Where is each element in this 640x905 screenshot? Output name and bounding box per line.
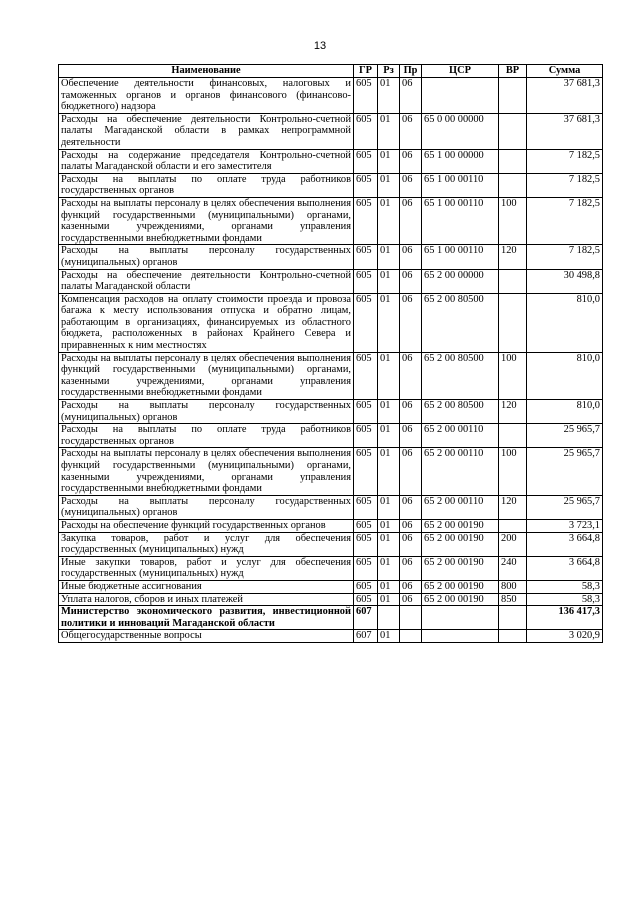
cell-name: Расходы на выплаты персоналу в целях обеспечения выполнения функций государственными (муниципальными) органами, казенными учреждениями, органами управления государственными внебюджетными фондами xyxy=(59,448,354,495)
header-name: Наименование xyxy=(59,65,354,78)
cell-gr: 607 xyxy=(354,606,378,630)
cell-sum: 37 681,3 xyxy=(527,113,603,149)
header-gr: ГР xyxy=(354,65,378,78)
cell-sum: 3 664,8 xyxy=(527,556,603,580)
cell-csr: 65 2 00 00000 xyxy=(422,269,499,293)
cell-csr: 65 2 00 00190 xyxy=(422,580,499,593)
cell-csr xyxy=(422,606,499,630)
table-body xyxy=(59,78,603,643)
table-header-row xyxy=(59,65,603,78)
table-row xyxy=(59,269,603,293)
table-row xyxy=(59,593,603,606)
cell-pr: 06 xyxy=(400,532,422,556)
cell-rz: 01 xyxy=(378,173,400,197)
header-vr: ВР xyxy=(499,65,527,78)
cell-csr xyxy=(422,78,499,114)
cell-name: Расходы на выплаты персоналу государственных (муниципальных) органов xyxy=(59,400,354,424)
cell-sum: 25 965,7 xyxy=(527,448,603,495)
cell-rz: 01 xyxy=(378,556,400,580)
budget-table xyxy=(58,64,603,643)
cell-vr xyxy=(499,78,527,114)
cell-vr xyxy=(499,293,527,352)
table-row xyxy=(59,149,603,173)
cell-vr xyxy=(499,630,527,643)
cell-gr: 605 xyxy=(354,400,378,424)
cell-sum: 37 681,3 xyxy=(527,78,603,114)
cell-pr: 06 xyxy=(400,593,422,606)
cell-gr: 605 xyxy=(354,532,378,556)
cell-pr: 06 xyxy=(400,113,422,149)
cell-sum: 7 182,5 xyxy=(527,197,603,244)
cell-vr: 200 xyxy=(499,532,527,556)
cell-name: Иные закупки товаров, работ и услуг для обеспечения государственных (муниципальных) нужд xyxy=(59,556,354,580)
cell-rz: 01 xyxy=(378,424,400,448)
cell-rz: 01 xyxy=(378,495,400,519)
cell-pr: 06 xyxy=(400,519,422,532)
cell-csr: 65 2 00 00190 xyxy=(422,556,499,580)
cell-name: Расходы на выплаты персоналу в целях обеспечения выполнения функций государственными (муниципальными) органами, казенными учреждениями, органами управления государственными внебюджетными фондами xyxy=(59,197,354,244)
cell-name: Расходы на содержание председателя Контрольно-счетной палаты Магаданской области и его заместителя xyxy=(59,149,354,173)
cell-csr: 65 2 00 00190 xyxy=(422,593,499,606)
table-row xyxy=(59,495,603,519)
table-row xyxy=(59,606,603,630)
table-row xyxy=(59,293,603,352)
table-row xyxy=(59,352,603,399)
cell-sum: 3 020,9 xyxy=(527,630,603,643)
cell-csr: 65 2 00 80500 xyxy=(422,293,499,352)
table-row xyxy=(59,173,603,197)
cell-rz: 01 xyxy=(378,245,400,269)
cell-sum: 810,0 xyxy=(527,400,603,424)
table-row xyxy=(59,532,603,556)
cell-name: Расходы на обеспечение деятельности Контрольно-счетной палаты Магаданской области xyxy=(59,269,354,293)
cell-csr: 65 2 00 00110 xyxy=(422,495,499,519)
cell-gr: 605 xyxy=(354,495,378,519)
table-row xyxy=(59,519,603,532)
cell-sum: 810,0 xyxy=(527,352,603,399)
cell-rz: 01 xyxy=(378,113,400,149)
cell-csr: 65 2 00 80500 xyxy=(422,352,499,399)
cell-vr: 800 xyxy=(499,580,527,593)
cell-rz: 01 xyxy=(378,593,400,606)
cell-pr xyxy=(400,630,422,643)
header-rz: Рз xyxy=(378,65,400,78)
cell-gr: 605 xyxy=(354,173,378,197)
cell-pr: 06 xyxy=(400,400,422,424)
cell-sum: 7 182,5 xyxy=(527,173,603,197)
cell-rz: 01 xyxy=(378,580,400,593)
cell-sum: 7 182,5 xyxy=(527,245,603,269)
cell-pr: 06 xyxy=(400,197,422,244)
table-row xyxy=(59,630,603,643)
cell-name: Обеспечение деятельности финансовых, налоговых и таможенных органов и органов финансового (финансово-бюджетного) надзора xyxy=(59,78,354,114)
cell-gr: 605 xyxy=(354,245,378,269)
table-row xyxy=(59,197,603,244)
cell-gr: 605 xyxy=(354,197,378,244)
cell-vr xyxy=(499,519,527,532)
cell-csr: 65 1 00 00110 xyxy=(422,197,499,244)
cell-name: Расходы на выплаты по оплате труда работников государственных органов xyxy=(59,424,354,448)
cell-gr: 605 xyxy=(354,519,378,532)
cell-pr: 06 xyxy=(400,495,422,519)
cell-csr: 65 2 00 00110 xyxy=(422,424,499,448)
cell-vr: 120 xyxy=(499,245,527,269)
cell-sum: 810,0 xyxy=(527,293,603,352)
cell-rz: 01 xyxy=(378,532,400,556)
cell-pr: 06 xyxy=(400,78,422,114)
cell-gr: 605 xyxy=(354,293,378,352)
cell-csr: 65 2 00 00190 xyxy=(422,519,499,532)
cell-rz: 01 xyxy=(378,149,400,173)
cell-pr: 06 xyxy=(400,173,422,197)
cell-gr: 605 xyxy=(354,269,378,293)
cell-csr: 65 1 00 00110 xyxy=(422,173,499,197)
table-row xyxy=(59,245,603,269)
cell-sum: 58,3 xyxy=(527,593,603,606)
cell-name: Расходы на обеспечение деятельности Контрольно-счетной палаты Магаданской области в рамках непрограммной деятельности xyxy=(59,113,354,149)
cell-vr xyxy=(499,173,527,197)
cell-vr: 100 xyxy=(499,197,527,244)
cell-sum: 3 723,1 xyxy=(527,519,603,532)
cell-gr: 605 xyxy=(354,580,378,593)
cell-gr: 607 xyxy=(354,630,378,643)
cell-pr: 06 xyxy=(400,149,422,173)
cell-gr: 605 xyxy=(354,593,378,606)
cell-rz: 01 xyxy=(378,293,400,352)
cell-name: Уплата налогов, сборов и иных платежей xyxy=(59,593,354,606)
page-number: 13 xyxy=(313,40,327,52)
cell-vr: 850 xyxy=(499,593,527,606)
cell-rz: 01 xyxy=(378,269,400,293)
cell-name: Расходы на выплаты персоналу в целях обеспечения выполнения функций государственными (муниципальными) органами, казенными учреждениями, органами управления государственными внебюджетными фондами xyxy=(59,352,354,399)
cell-csr: 65 1 00 00110 xyxy=(422,245,499,269)
cell-name: Иные бюджетные ассигнования xyxy=(59,580,354,593)
table-row xyxy=(59,400,603,424)
cell-vr: 240 xyxy=(499,556,527,580)
cell-vr xyxy=(499,113,527,149)
cell-rz: 01 xyxy=(378,519,400,532)
cell-name: Министерство экономического развития, инвестиционной политики и инноваций Магаданской области xyxy=(59,606,354,630)
cell-gr: 605 xyxy=(354,113,378,149)
cell-name: Расходы на выплаты персоналу государственных (муниципальных) органов xyxy=(59,245,354,269)
table-row xyxy=(59,78,603,114)
table-row xyxy=(59,448,603,495)
cell-pr: 06 xyxy=(400,556,422,580)
cell-rz: 01 xyxy=(378,630,400,643)
cell-pr: 06 xyxy=(400,245,422,269)
cell-gr: 605 xyxy=(354,78,378,114)
cell-gr: 605 xyxy=(354,448,378,495)
table-row xyxy=(59,556,603,580)
cell-gr: 605 xyxy=(354,424,378,448)
table-row xyxy=(59,113,603,149)
cell-rz: 01 xyxy=(378,448,400,495)
cell-vr xyxy=(499,149,527,173)
cell-name: Компенсация расходов на оплату стоимости проезда и провоза багажа к месту использования отпуска и обратно лицам, работающим в организациях, финансируемых из областного бюджета, расположенных в районах Крайнего Севера и приравненных к ним местностях xyxy=(59,293,354,352)
cell-vr xyxy=(499,269,527,293)
cell-pr: 06 xyxy=(400,424,422,448)
cell-rz: 01 xyxy=(378,197,400,244)
cell-pr xyxy=(400,606,422,630)
cell-vr: 100 xyxy=(499,352,527,399)
table-row xyxy=(59,424,603,448)
cell-rz: 01 xyxy=(378,78,400,114)
cell-sum: 30 498,8 xyxy=(527,269,603,293)
cell-name: Расходы на выплаты персоналу государственных (муниципальных) органов xyxy=(59,495,354,519)
cell-vr: 120 xyxy=(499,495,527,519)
cell-rz: 01 xyxy=(378,352,400,399)
cell-csr: 65 1 00 00000 xyxy=(422,149,499,173)
cell-vr xyxy=(499,606,527,630)
cell-gr: 605 xyxy=(354,556,378,580)
cell-name: Расходы на выплаты по оплате труда работников государственных органов xyxy=(59,173,354,197)
cell-vr: 120 xyxy=(499,400,527,424)
cell-pr: 06 xyxy=(400,269,422,293)
cell-rz: 01 xyxy=(378,400,400,424)
cell-gr: 605 xyxy=(354,352,378,399)
cell-sum: 3 664,8 xyxy=(527,532,603,556)
cell-pr: 06 xyxy=(400,293,422,352)
cell-csr: 65 2 00 00190 xyxy=(422,532,499,556)
cell-csr xyxy=(422,630,499,643)
cell-vr: 100 xyxy=(499,448,527,495)
cell-rz xyxy=(378,606,400,630)
cell-sum: 58,3 xyxy=(527,580,603,593)
cell-sum: 25 965,7 xyxy=(527,495,603,519)
cell-csr: 65 0 00 00000 xyxy=(422,113,499,149)
cell-sum: 7 182,5 xyxy=(527,149,603,173)
cell-sum: 136 417,3 xyxy=(527,606,603,630)
cell-sum: 25 965,7 xyxy=(527,424,603,448)
cell-name: Общегосударственные вопросы xyxy=(59,630,354,643)
cell-gr: 605 xyxy=(354,149,378,173)
cell-csr: 65 2 00 80500 xyxy=(422,400,499,424)
cell-csr: 65 2 00 00110 xyxy=(422,448,499,495)
cell-pr: 06 xyxy=(400,352,422,399)
header-sum: Сумма xyxy=(527,65,603,78)
table-row xyxy=(59,580,603,593)
header-pr: Пр xyxy=(400,65,422,78)
cell-name: Расходы на обеспечение функций государственных органов xyxy=(59,519,354,532)
cell-pr: 06 xyxy=(400,448,422,495)
header-csr: ЦСР xyxy=(422,65,499,78)
cell-pr: 06 xyxy=(400,580,422,593)
cell-name: Закупка товаров, работ и услуг для обеспечения государственных (муниципальных) нужд xyxy=(59,532,354,556)
cell-vr xyxy=(499,424,527,448)
